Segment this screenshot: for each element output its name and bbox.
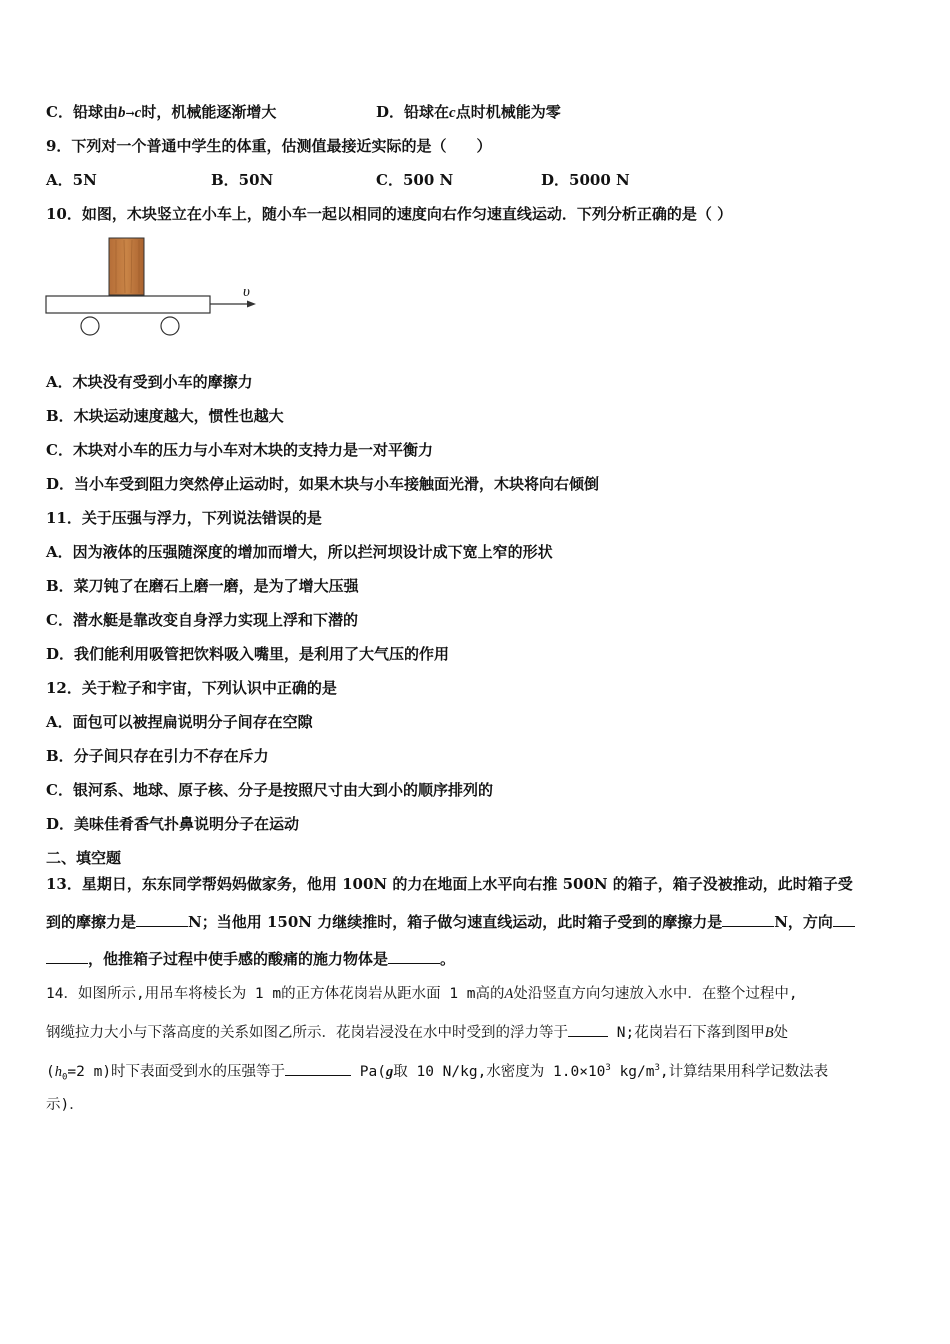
q10-option-a: A．木块没有受到小车的摩擦力 <box>46 373 253 391</box>
q14-line4: 示)． <box>46 1097 84 1113</box>
q10-option-b: B．木块运动速度越大，惯性也越大 <box>46 407 284 425</box>
q12-stem: 12．关于粒子和宇宙，下列认识中正确的是 <box>46 679 337 697</box>
q14-line1: 14．如图所示,用吊车将棱长为 1 m的正方体花岗岩从距水面 1 m高的A处沿竖直方向匀速放入水中．在整个过程中, <box>46 986 798 1002</box>
q12-option-c: C．银河系、地球、原子核、分子是按照尺寸由大到小的顺序排列的 <box>46 781 493 799</box>
q11-option-a: A．因为液体的压强随深度的增加而增大，所以拦河坝设计成下宽上窄的形状 <box>46 543 553 561</box>
q12-option-d: D．美味佳肴香气扑鼻说明分子在运动 <box>46 815 300 833</box>
q9-option-c: C．500 N <box>376 171 454 189</box>
answer-blank[interactable] <box>722 911 774 927</box>
cart-body <box>46 296 210 313</box>
q12-option-a: A．面包可以被捏扁说明分子间存在空隙 <box>46 713 313 731</box>
q10-stem: 10．如图，木块竖立在小车上，随小车一起以相同的速度向右作匀速直线运动．下列分析正确的是（ ） <box>46 205 733 223</box>
q11-stem: 11．关于压强与浮力，下列说法错误的是 <box>46 509 322 527</box>
q9-stem: 9．下列对一个普通中学生的体重，估测值最接近实际的是（ ） <box>46 137 492 155</box>
q13-line1: 13．星期日，东东同学帮妈妈做家务，他用 100N 的力在地面上水平向右推 500N 的箱子，箱子没被推动，此时箱子受 <box>46 875 853 893</box>
q13-line2: 到的摩擦力是 N；当他用 150N 力继续推时，箱子做匀速直线运动，此时箱子受到的摩擦力是 N，方向 <box>46 911 855 932</box>
q10-option-d: D．当小车受到阻力突然停止运动时，如果木块与小车接触面光滑，木块将向右倾倒 <box>46 475 600 493</box>
answer-blank[interactable] <box>285 1060 351 1076</box>
section-heading: 二、填空题 <box>46 849 122 867</box>
cart-block-figure <box>44 234 274 344</box>
answer-blank[interactable] <box>568 1021 608 1037</box>
answer-blank[interactable] <box>136 911 188 927</box>
cart-wheel <box>81 317 99 335</box>
q9-option-a: A．5N <box>46 171 97 189</box>
q10-option-c: C．木块对小车的压力与小车对木块的支持力是一对平衡力 <box>46 441 433 459</box>
cart-wheel <box>161 317 179 335</box>
q11-option-b: B．菜刀钝了在磨石上磨一磨，是为了增大压强 <box>46 577 359 595</box>
q8-option-c: C．铅球由b→c时，机械能逐渐增大 <box>46 103 277 121</box>
answer-blank[interactable] <box>833 911 855 927</box>
q9-option-d: D．5000 N <box>541 171 630 189</box>
velocity-label: υ <box>243 284 250 300</box>
q12-option-b: B．分子间只存在引力不存在斥力 <box>46 747 269 765</box>
q14-line2: 钢缆拉力大小与下落高度的关系如图乙所示．花岗岩浸没在水中时受到的浮力等于 N;花岗岩石下落到图甲B处 <box>46 1021 788 1043</box>
answer-blank[interactable] <box>388 948 440 964</box>
q13-line3: ，他推箱子过程中使手感的酸痛的施力物体是 。 <box>46 948 455 969</box>
answer-blank[interactable] <box>46 948 88 964</box>
q11-option-c: C．潜水艇是靠改变自身浮力实现上浮和下潜的 <box>46 611 358 629</box>
q14-line3: ($h_0=2$ m)时下表面受到水的压强等于 Pa(g取 10 N/kg,水密度为 $1.0\times 10^3$ $kg/m^3$,计算结果用科学记数法表 <box>46 1058 828 1088</box>
q11-option-d: D．我们能利用吸管把饮料吸入嘴里，是利用了大气压的作用 <box>46 645 450 663</box>
q8-option-d: D．铅球在c点时机械能为零 <box>376 103 561 121</box>
q9-option-b: B．50N <box>211 171 274 189</box>
